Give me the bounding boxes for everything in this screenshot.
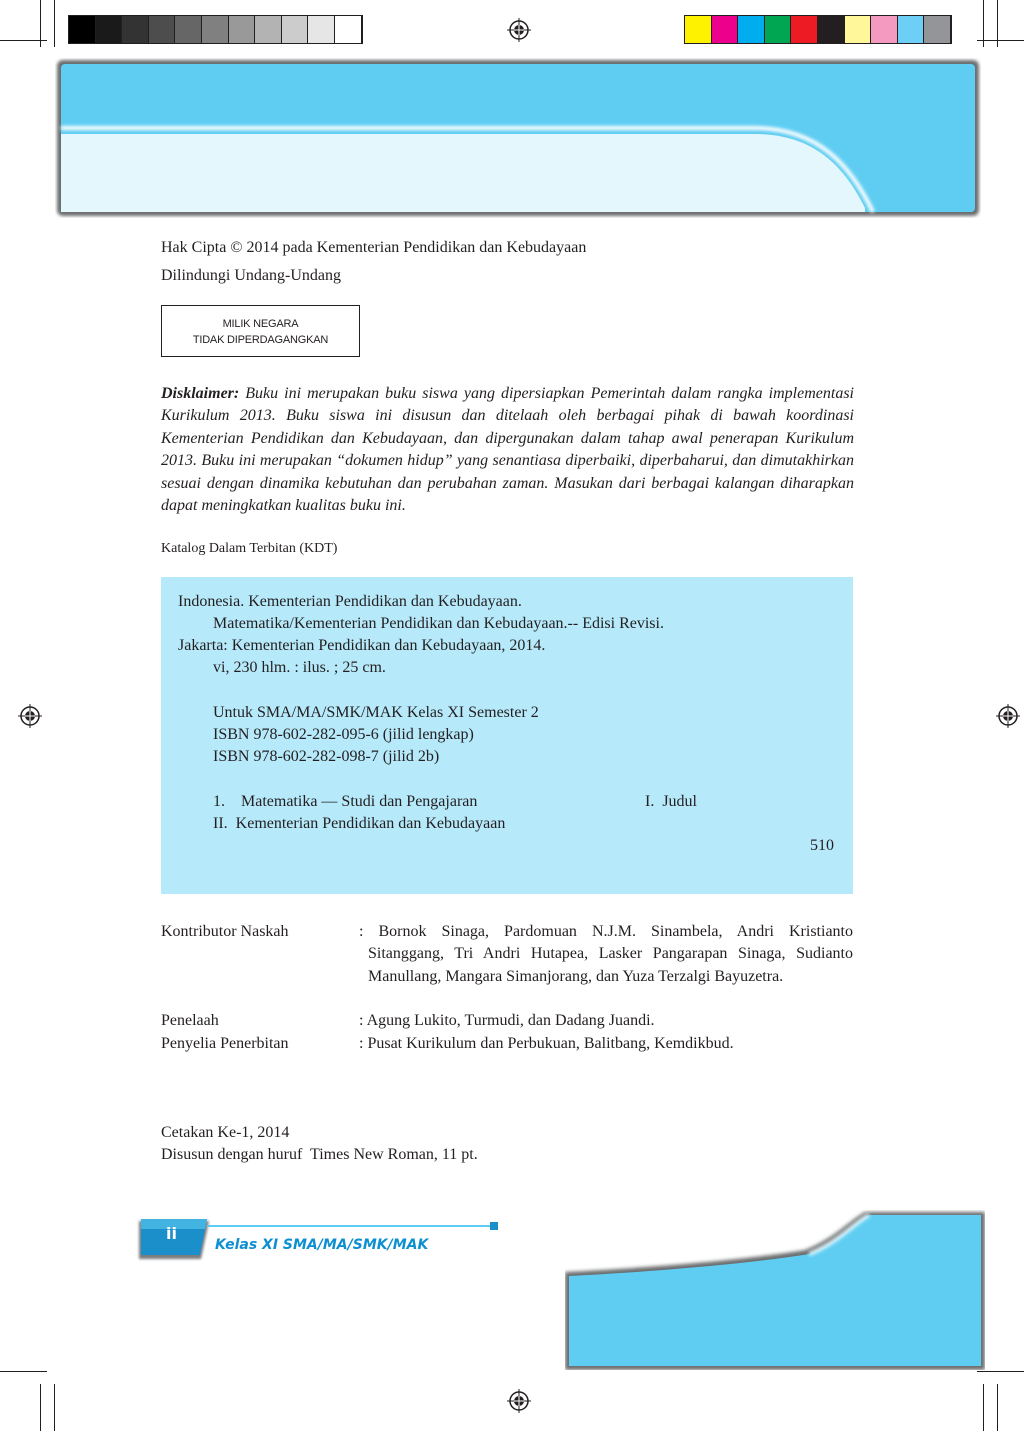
cmyk-color-bar: [684, 15, 952, 44]
kdt-line: Untuk SMA/MA/SMK/MAK Kelas XI Semester 2: [213, 704, 539, 721]
registration-mark-icon: [507, 18, 531, 42]
kdt-classification-number: 510: [810, 837, 834, 854]
color-swatch: [282, 16, 309, 43]
credit-role: Kontributor Naskah: [161, 923, 289, 940]
grayscale-color-bar: [68, 15, 363, 44]
kdt-line: ISBN 978-602-282-098-7 (jilid 2b): [213, 748, 440, 765]
color-swatch: [229, 16, 256, 43]
color-swatch: [791, 16, 818, 43]
crop-mark: [0, 40, 47, 41]
color-swatch: [308, 16, 335, 43]
header-banner: [55, 58, 981, 218]
color-swatch: [685, 16, 712, 43]
credit-value: : Pusat Kurikulum dan Perbukuan, Balitbang, Kemdikbud.: [359, 1035, 734, 1052]
color-swatch: [175, 16, 202, 43]
crop-mark: [54, 1384, 55, 1431]
copyright-line: Hak Cipta © 2014 pada Kementerian Pendidikan dan Kebudayaan: [161, 239, 587, 256]
credit-value: : Agung Lukito, Turmudi, dan Dadang Juandi.: [359, 1012, 655, 1029]
color-swatch: [69, 16, 96, 43]
color-swatch: [712, 16, 739, 43]
footer-corner-banner: [565, 1210, 985, 1370]
edition-line: Cetakan Ke-1, 2014: [161, 1124, 290, 1141]
color-swatch: [149, 16, 176, 43]
crop-mark: [54, 0, 55, 47]
kdt-line: Indonesia. Kementerian Pendidikan dan Kebudayaan.: [178, 593, 522, 610]
color-swatch: [871, 16, 898, 43]
registration-mark-icon: [996, 704, 1020, 728]
crop-mark: [40, 1384, 41, 1431]
kdt-line: 1. Matematika — Studi dan Pengajaran: [213, 793, 478, 810]
color-swatch: [335, 16, 362, 43]
kdt-line: Matematika/Kementerian Pendidikan dan Kebudayaan.-- Edisi Revisi.: [213, 615, 664, 632]
crop-mark: [997, 1384, 998, 1431]
color-swatch: [924, 16, 951, 43]
not-for-sale-stamp: [161, 305, 360, 357]
kdt-line: I. Judul: [645, 793, 697, 810]
stamp-line: MILIK NEGARA: [222, 318, 299, 330]
kdt-line: Jakarta: Kementerian Pendidikan dan Kebudayaan, 2014.: [178, 637, 546, 654]
crop-mark: [0, 1371, 47, 1372]
kdt-heading: Katalog Dalam Terbitan (KDT): [161, 541, 338, 556]
color-swatch: [898, 16, 925, 43]
stamp-line: TIDAK DIPERDAGANGKAN: [192, 334, 329, 346]
disclaimer-label: Disklaimer:: [161, 385, 240, 402]
color-swatch: [255, 16, 282, 43]
color-swatch: [818, 16, 845, 43]
credit-role: Penelaah: [161, 1012, 219, 1029]
color-swatch: [122, 16, 149, 43]
footer-book-label: Kelas XI SMA/MA/SMK/MAK: [215, 1237, 429, 1253]
protection-line: Dilindungi Undang-Undang: [161, 267, 341, 284]
registration-mark-icon: [18, 704, 42, 728]
kdt-line: ISBN 978-602-282-095-6 (jilid lengkap): [213, 726, 474, 743]
kdt-line: vi, 230 hlm. : ilus. ; 25 cm.: [213, 659, 386, 676]
catalog-box: [161, 577, 853, 894]
credit-value: : Bornok Sinaga, Pardomuan N.J.M. Sinambela, Andri Kristianto Sitanggang, Tri Andri Hutapea, Lasker Pangarapan Sinaga, Sudianto Manullang, Mangara Simanjorang, dan Yuza Terzalgi Bayuzetra.: [359, 923, 853, 985]
color-swatch: [202, 16, 229, 43]
color-swatch: [738, 16, 765, 43]
disclaimer-paragraph: [161, 383, 854, 517]
color-swatch: [845, 16, 872, 43]
disclaimer-text: Buku ini merupakan buku siswa yang dipersiapkan Pemerintah dalam rangka implementasi Kurikulum 2013. Buku siswa ini disusun dan ditelaah oleh berbagai pihak di bawah koordinasi Kementerian Pendidikan dan Kebudayaan, dan dipergunakan dalam tahap awal penerapan Kurikulum 2013. Buku ini merupakan “dokumen hidup” yang senantiasa diperbaiki, diperbaharui, dan dimutakhirkan sesuai dengan dinamika kebutuhan dan perubahan zaman. Masukan dari berbagai kalangan diharapkan dapat meningkatkan kualitas buku ini.: [161, 385, 854, 515]
kdt-line: II. Kementerian Pendidikan dan Kebudayaan: [213, 815, 506, 832]
crop-mark: [983, 1384, 984, 1431]
color-swatch: [765, 16, 792, 43]
crop-mark: [977, 1371, 1024, 1372]
typeface-line: Disusun dengan huruf Times New Roman, 11 pt.: [161, 1146, 478, 1163]
footer-page-number: ii: [166, 1224, 177, 1243]
crop-mark: [977, 40, 1024, 41]
credit-role: Penyelia Penerbitan: [161, 1035, 289, 1052]
registration-mark-icon: [507, 1389, 531, 1413]
color-swatch: [96, 16, 123, 43]
